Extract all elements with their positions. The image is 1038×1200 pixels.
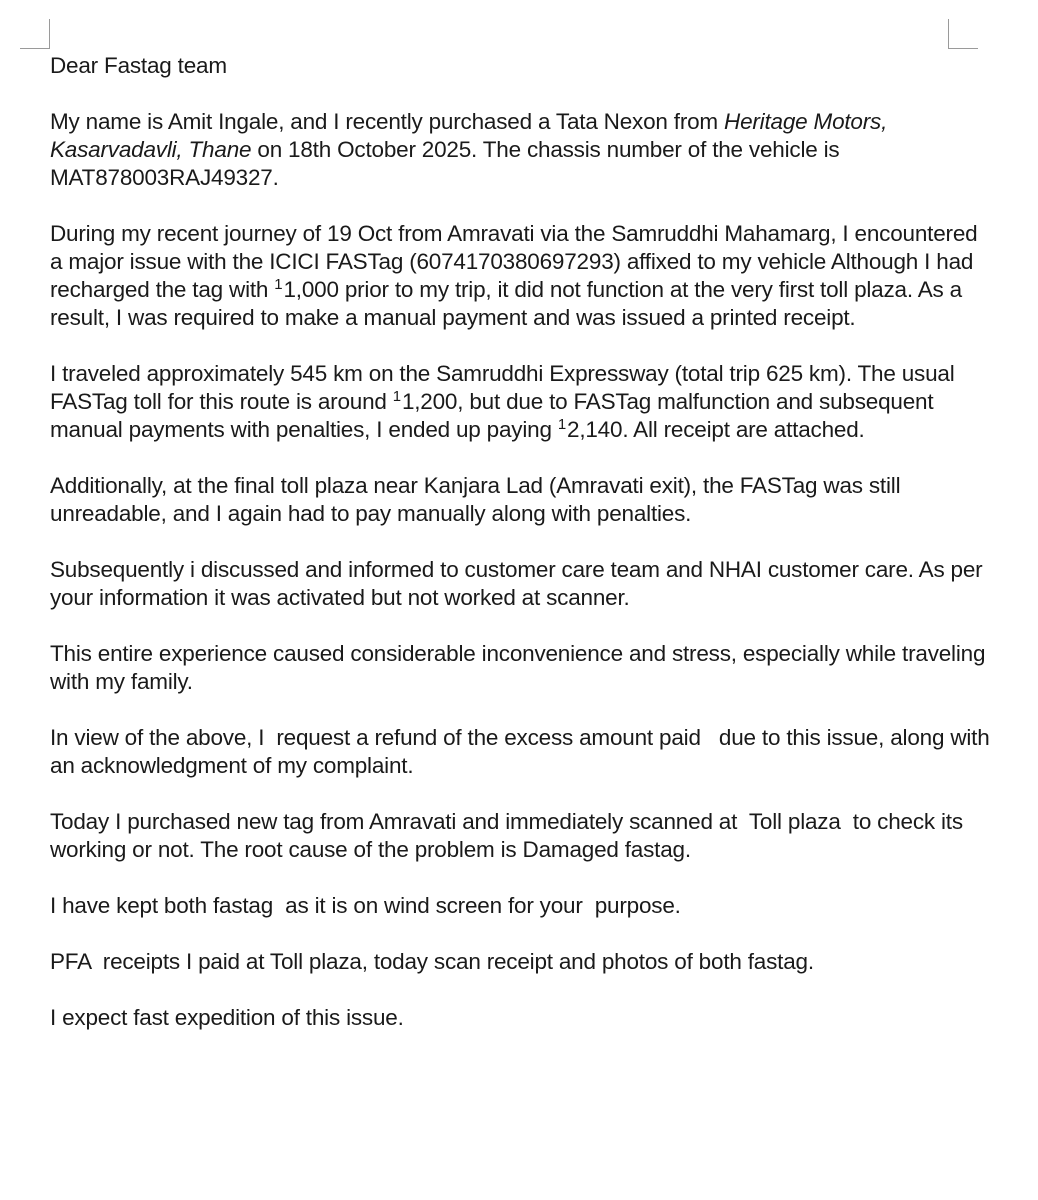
paragraph-purchase: [50, 108, 990, 192]
currency-mark: 1: [274, 275, 283, 293]
paragraph-new-tag: Today I purchased new tag from Amravati and immediately scanned at Toll plaza to check its working or not. The root cause of the problem is Damaged fastag.: [50, 809, 969, 862]
paragraph-closing: I expect fast expedition of this issue.: [50, 1005, 404, 1030]
currency-mark: 1: [392, 387, 401, 405]
dealer-name: Heritage Motors, Kasarvadavli, Thane: [50, 109, 894, 162]
currency-mark: 1: [557, 415, 566, 433]
crop-mark-top-right: [948, 19, 978, 49]
recharge-amount: 1,000: [283, 277, 339, 302]
paragraph-customer-care: Subsequently i discussed and informed to customer care team and NHAI customer care. As per your information it was activated but not worked at scanner.: [50, 557, 989, 610]
paragraph-journey-text-a: During my recent journey of 19 Oct from Amravati via the Samruddhi Mahamarg, I encountered a major issue with the ICICI FASTag (6074170380697293) affixed to my vehicle Although I had recharged the tag with: [50, 221, 984, 302]
paragraph-inconvenience: This entire experience caused considerable inconvenience and stress, especially while traveling with my family.: [50, 641, 992, 694]
paid-toll-amount: 2,140: [567, 417, 623, 442]
paragraph-journey: [50, 220, 990, 332]
paragraph-refund-request: In view of the above, I request a refund of the excess amount paid due to this issue, along with an acknowledgment of my complaint.: [50, 725, 996, 778]
crop-mark-top-left: [20, 19, 50, 49]
paragraph-journey-text-b: prior to my trip, it did not function at the very first toll plaza. As a result, I was required to make a manual payment and was issued a printed receipt.: [50, 277, 969, 330]
letter-body[interactable]: [50, 52, 996, 1060]
usual-toll-amount: 1,200: [401, 389, 458, 414]
paragraph-kept-tags: I have kept both fastag as it is on wind screen for your purpose.: [50, 893, 681, 918]
paragraph-toll-cost-text-b: , but due to FASTag malfunction and subsequent manual payments with penalties, I ended up paying: [50, 389, 940, 442]
paragraph-toll-cost-text-c: . All receipt are attached.: [622, 417, 865, 442]
paragraph-attachments: PFA receipts I paid at Toll plaza, today scan receipt and photos of both fastag.: [50, 949, 814, 974]
paragraph-purchase-text-a: My name is Amit Ingale, and I recently purchased a Tata Nexon from: [50, 109, 725, 134]
paragraph-final-toll: Additionally, at the final toll plaza near Kanjara Lad (Amravati exit), the FASTag was still unreadable, and I again had to pay manually along with penalties.: [50, 473, 907, 526]
letter-greeting: Dear Fastag team: [50, 53, 227, 78]
paragraph-toll-cost-text-a: I traveled approximately 545 km on the Samruddhi Expressway (total trip 625 km). The usual FASTag toll for this route is around: [50, 361, 961, 414]
paragraph-toll-cost: [50, 360, 990, 444]
paragraph-purchase-text-b: on 18th October 2025. The chassis number of the vehicle is MAT878003RAJ49327.: [50, 137, 846, 190]
